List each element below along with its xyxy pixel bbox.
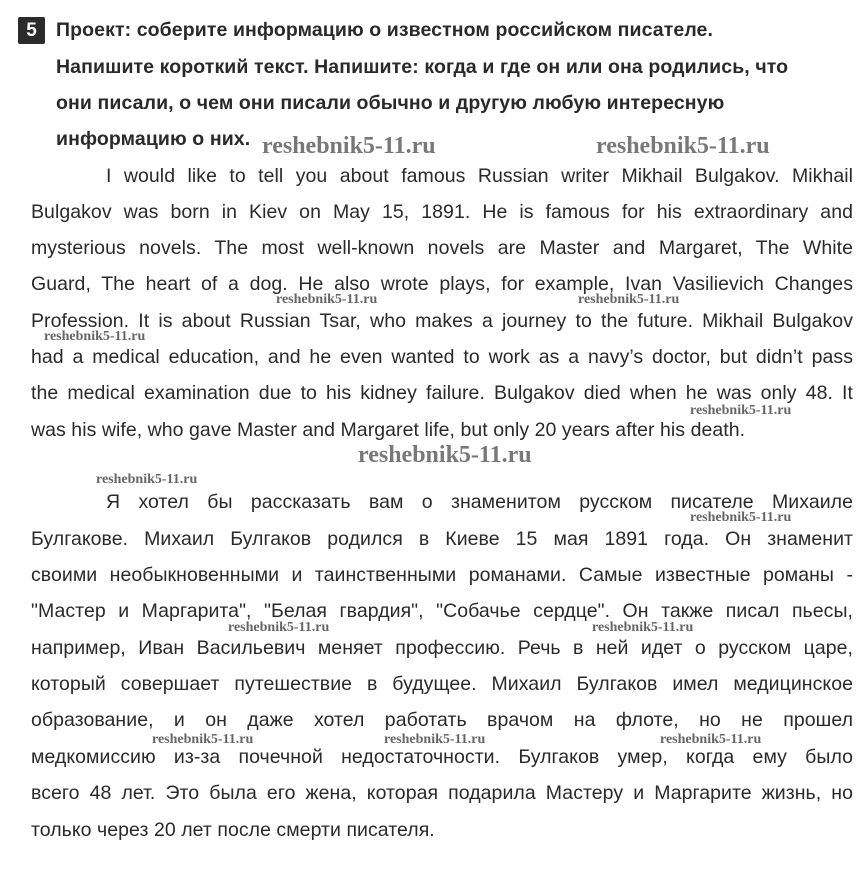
task-instruction-line-3: они писали, о чем они писали обычно и другую любую интересную <box>56 92 725 114</box>
english-line: mysterious novels. The most well-known novels are Master and Margaret, The White <box>31 237 853 259</box>
watermark: reshebnik5-11.ru <box>596 133 770 159</box>
watermark: reshebnik5-11.ru <box>384 732 486 747</box>
watermark: reshebnik5-11.ru <box>96 472 198 487</box>
task-instruction-line-2: Напишите короткий текст. Напишите: когда и где он или она родились, что <box>56 56 789 78</box>
russian-line: только через 20 лет после смерти писателя. <box>31 819 435 841</box>
english-line: I would like to tell you about famous Russian writer Mikhail Bulgakov. Mikhail <box>106 165 853 187</box>
watermark: reshebnik5-11.ru <box>152 732 254 747</box>
english-line: Guard, The heart of a dog. He also wrote plays, for example, Ivan Vasilievich Changes <box>31 273 853 295</box>
english-line: Bulgakov was born in Kiev on May 15, 1891. He is famous for his extraordinary and <box>31 201 853 223</box>
task-instruction-line-4: информацию о них. <box>56 128 251 150</box>
watermark: reshebnik5-11.ru <box>660 732 762 747</box>
watermark: reshebnik5-11.ru <box>358 442 532 468</box>
watermark: reshebnik5-11.ru <box>578 292 680 307</box>
russian-line: медкомиссию из-за почечной недостаточности. Булгаков умер, когда ему было <box>31 746 853 768</box>
watermark: reshebnik5-11.ru <box>690 403 792 418</box>
task-instruction-line-1: Проект: соберите информацию о известном российском писателе. <box>56 19 714 41</box>
english-line: had a medical education, and he even wanted to work as a navy’s doctor, but didn’t pass <box>31 346 853 368</box>
watermark: reshebnik5-11.ru <box>276 292 378 307</box>
watermark: reshebnik5-11.ru <box>262 133 436 159</box>
russian-line: образование, и он даже хотел работать врачом на флоте, но не прошел <box>31 709 853 731</box>
english-line: Profession. It is about Russian Tsar, who makes a journey to the future. Mikhail Bulgakov <box>31 310 853 332</box>
watermark: reshebnik5-11.ru <box>44 329 146 344</box>
russian-line: всего 48 лет. Это была его жена, которая подарила Мастеру и Маргарите жизнь, но <box>31 782 853 804</box>
task-number-badge: 5 <box>18 17 45 44</box>
watermark: reshebnik5-11.ru <box>592 620 694 635</box>
russian-line: Я хотел бы рассказать вам о знаменитом русском писателе Михаиле <box>106 491 853 513</box>
russian-line: Булгакове. Михаил Булгаков родился в Киеве 15 мая 1891 года. Он знаменит <box>31 528 853 550</box>
russian-line: своими необыкновенными и таинственными романами. Самые известные романы - <box>31 564 853 586</box>
english-line: was his wife, who gave Master and Margaret life, but only 20 years after his death. <box>31 419 746 441</box>
watermark: reshebnik5-11.ru <box>690 510 792 525</box>
watermark: reshebnik5-11.ru <box>228 620 330 635</box>
english-line: the medical examination due to his kidney failure. Bulgakov died when he was only 48. It <box>31 382 853 404</box>
russian-line: который совершает путешествие в будущее. Михаил Булгаков имел медицинское <box>31 673 853 695</box>
russian-line: "Мастер и Маргарита", "Белая гвардия", "Собачье сердце". Он также писал пьесы, <box>31 600 853 622</box>
russian-line: например, Иван Васильевич меняет профессию. Речь в ней идет о русском царе, <box>31 637 853 659</box>
